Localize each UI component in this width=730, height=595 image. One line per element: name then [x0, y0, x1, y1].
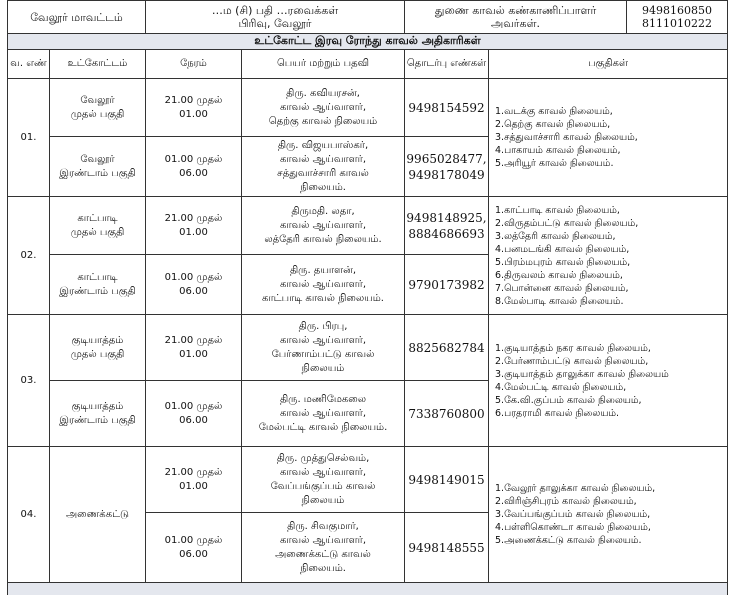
- time-cell: 01.00 முதல் 06.00: [146, 137, 242, 197]
- patrol-officers-table: [7, 0, 728, 595]
- areas-cell: 1.வேலூர் தாலுக்கா காவல் நிலையம், 2.விரிஞ்சிபுரம் காவல் நிலையம், 3.வேப்பங்குப்பம் காவல் நிலையம், 4.பள்ளிகொண்டா காவல் நிலையம், 5.அணைக்கட்டு காவல் நிலையம்.: [489, 447, 728, 583]
- header-serial: வ. எண்: [8, 50, 50, 79]
- officer-cell: திருமதி. லதா, காவல் ஆய்வாளர், லத்தேரி காவல் நிலையம்.: [242, 197, 405, 255]
- table-row: [8, 79, 728, 137]
- section-title: உட்கோட்ட இரவு ரோந்து காவல் அதிகாரிகள்: [8, 34, 728, 50]
- areas-cell: 1.வடக்கு காவல் நிலையம், 2.தெற்கு காவல் நிலையம், 3.சத்துவாச்சாரி காவல் நிலையம், 4.பாகாயம் காவல் நிலையம், 5.அரியூர் காவல் நிலையம்.: [489, 79, 728, 197]
- subdivision-cell: வேலூர் இரண்டாம் பகுதி: [50, 137, 146, 197]
- time-cell: 01.00 முதல் 06.00: [146, 255, 242, 315]
- subdivision-cell: காட்பாடி முதல் பகுதி: [50, 197, 146, 255]
- serial-cell: 03.: [8, 315, 50, 447]
- time-cell: 21.00 முதல் 01.00: [146, 79, 242, 137]
- subdivision-cell: காட்பாடி இரண்டாம் பகுதி: [50, 255, 146, 315]
- header-row: [8, 50, 728, 79]
- subdivision-cell: அணைக்கட்டு: [50, 447, 146, 583]
- header-subdivision: உட்கோட்டம்: [50, 50, 146, 79]
- table-row: [8, 197, 728, 255]
- serial-cell: 04.: [8, 447, 50, 583]
- time-cell: 21.00 முதல் 01.00: [146, 197, 242, 255]
- next-section-banner: [8, 583, 728, 595]
- phone-cell: 9498148925, 8884686693: [405, 197, 489, 255]
- unit-cell: …ம (சி) பதி …ரவைக்கள் பிரிவு, வேலூர்: [146, 1, 405, 34]
- phone-cell: 7338760800: [405, 381, 489, 447]
- officer-cell: திரு. முத்துசெல்வம், காவல் ஆய்வாளர், வேப்பங்குப்பம் காவல் நிலையம்: [242, 447, 405, 513]
- officer-cell: திரு. மணிமேகலை காவல் ஆய்வாளர், மேல்பட்டி காவல் நிலையம்.: [242, 381, 405, 447]
- header-time: நேரம்: [146, 50, 242, 79]
- phone-cell: 9498154592: [405, 79, 489, 137]
- top-row: [8, 1, 728, 34]
- serial-cell: 02.: [8, 197, 50, 315]
- header-name-post: பெயர் மற்றும் பதவி: [242, 50, 405, 79]
- section-title-row: [8, 34, 728, 50]
- phone-cell: 8825682784: [405, 315, 489, 381]
- officer-cell: திரு. பிரபு, காவல் ஆய்வாளர், பேர்ணாம்பட்டு காவல் நிலையம்: [242, 315, 405, 381]
- phone-cell: 9790173982: [405, 255, 489, 315]
- areas-cell: 1.குடியாத்தம் நகர காவல் நிலையம், 2.பேர்ணாம்பட்டு காவல் நிலையம், 3.குடியாத்தம் தாலுக்கா காவல் நிலையம் 4.மேல்பட்டி காவல் நிலையம், 5.கே.வி.குப்பம் காவல் நிலையம், 6.பரதராமி காவல் நிலையம்.: [489, 315, 728, 447]
- subdivision-cell: குடியாத்தம் இரண்டாம் பகுதி: [50, 381, 146, 447]
- phone-cell: 9498148555: [405, 513, 489, 583]
- phone-cell: 9965028477, 9498178049: [405, 137, 489, 197]
- officer-phone: 9498160850 8111010222: [626, 1, 727, 33]
- header-phone: தொடர்பு எண்கள்: [405, 50, 489, 79]
- time-cell: 01.00 முதல் 06.00: [146, 513, 242, 583]
- officer-cell: திரு. கவியரசன், காவல் ஆய்வாளர், தெற்கு காவல் நிலையம்: [242, 79, 405, 137]
- time-cell: 21.00 முதல் 01.00: [146, 315, 242, 381]
- table-row: [8, 315, 728, 381]
- district-cell: வேலூர் மாவட்டம்: [8, 1, 146, 34]
- document-page: [7, 0, 727, 591]
- subdivision-cell: குடியாத்தம் முதல் பகுதி: [50, 315, 146, 381]
- time-cell: 01.00 முதல் 06.00: [146, 381, 242, 447]
- officer-contact-cell: [405, 1, 728, 34]
- subdivision-cell: வேலூர் முதல் பகுதி: [50, 79, 146, 137]
- officer-designation: துணை காவல் கண்காணிப்பாளர் அவர்கள்.: [405, 1, 626, 33]
- officer-cell: திரு. தயாளன், காவல் ஆய்வாளர், காட்பாடி காவல் நிலையம்.: [242, 255, 405, 315]
- header-areas: பகுதிகள்: [489, 50, 728, 79]
- serial-cell: 01.: [8, 79, 50, 197]
- areas-cell: 1.காட்பாடி காவல் நிலையம், 2.விருதம்பட்டு காவல் நிலையம், 3.லத்தேரி காவல் நிலையம், 4.பனமடங்கி காவல் நிலையம், 5.பிரம்மபுரம் காவல் நிலையம், 6.திருவலம் காவல் நிலையம், 7.பொன்னை காவல் நிலையம், 8.மேல்பாடி காவல் நிலையம்.: [489, 197, 728, 315]
- officer-cell: திரு. சிவகுமார், காவல் ஆய்வாளர், அணைக்கட்டு காவல் நிலையம்.: [242, 513, 405, 583]
- time-cell: 21.00 முதல் 01.00: [146, 447, 242, 513]
- phone-cell: 9498149015: [405, 447, 489, 513]
- table-row: [8, 447, 728, 513]
- officer-cell: திரு. விஜயபாஸ்கர், காவல் ஆய்வாளர், சத்துவாச்சாரி காவல் நிலையம்.: [242, 137, 405, 197]
